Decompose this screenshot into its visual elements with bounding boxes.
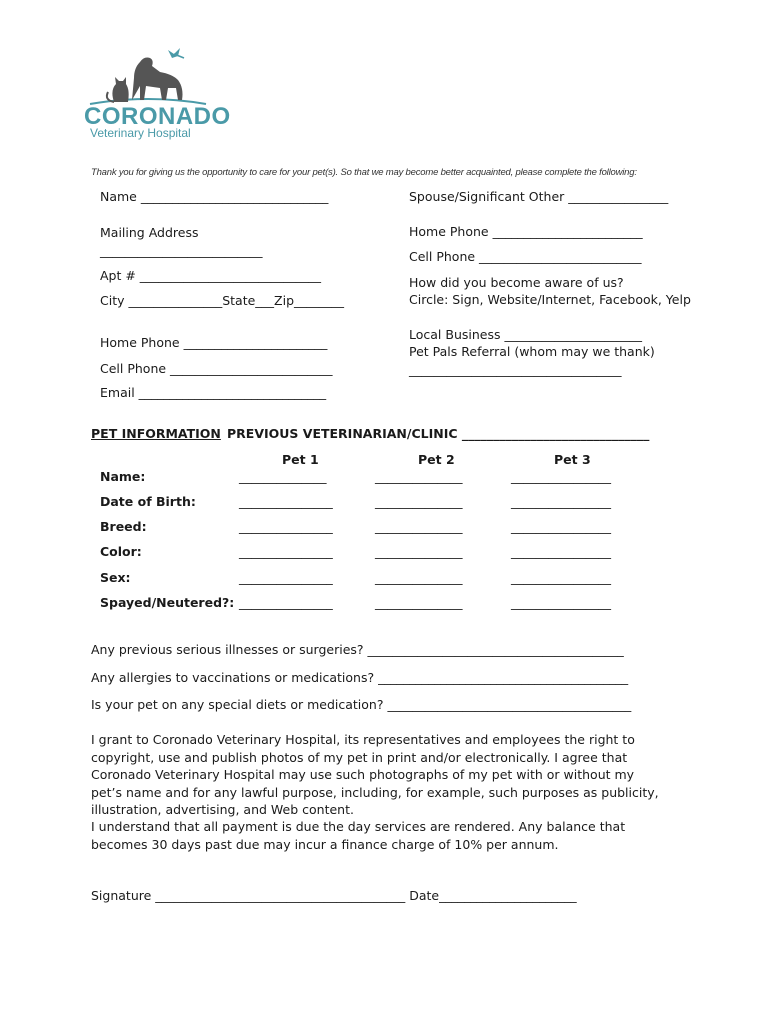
dog-cat-bird-logo-icon	[88, 44, 208, 106]
right-home-phone-field[interactable]: Home Phone ________________________	[409, 224, 643, 239]
logo-subtitle: Veterinary Hospital	[90, 126, 191, 140]
email-field[interactable]: Email ______________________________	[100, 385, 327, 400]
pet-2-header: Pet 2	[418, 452, 455, 467]
diet-question-field[interactable]: Is your pet on any special diets or medication? _______________________________________	[91, 697, 632, 712]
pet-3-sex-field[interactable]: ________________	[511, 570, 611, 585]
photo-consent-paragraph: I grant to Coronado Veterinary Hospital, its representatives and employees the right to copyright, use and publish photos of my pet in print and/or electronically. I agree that Coronado Veterinary Hospital may use such photographs of my pet with or without my pet’s name and for any lawful purpose, including, for example, such purposes as publicity, illustration, advertising, and Web content.	[91, 732, 659, 817]
mailing-address-label: Mailing Address	[100, 225, 199, 240]
pet-2-breed-field[interactable]: ______________	[375, 519, 463, 534]
aware-question: How did you become aware of us?	[409, 275, 624, 290]
cell-phone-field[interactable]: Cell Phone __________________________	[100, 361, 333, 376]
logo-name: CORONADO	[84, 103, 231, 130]
mailing-address-field[interactable]: __________________________	[100, 243, 263, 258]
pet-3-spayed-field[interactable]: ________________	[511, 595, 611, 610]
previous-vet-field[interactable]: PREVIOUS VETERINARIAN/CLINIC ______________________________	[227, 426, 650, 441]
pet-2-color-field[interactable]: ______________	[375, 544, 463, 559]
pet-1-color-field[interactable]: _______________	[239, 544, 333, 559]
right-cell-phone-field[interactable]: Cell Phone __________________________	[409, 249, 642, 264]
pet-row-label: Color:	[100, 544, 142, 559]
pet-2-sex-field[interactable]: ______________	[375, 570, 463, 585]
allergies-question-field[interactable]: Any allergies to vaccinations or medications? ________________________________________	[91, 670, 629, 685]
apt-field[interactable]: Apt # _____________________________	[100, 268, 322, 283]
pet-row-label: Sex:	[100, 570, 131, 585]
payment-terms-paragraph: I understand that all payment is due the day services are rendered. Any balance that becomes 30 days past due may incur a finance charge of 10% per annum.	[91, 819, 626, 852]
home-phone-field[interactable]: Home Phone _______________________	[100, 335, 328, 350]
pet-row-label: Breed:	[100, 519, 147, 534]
pet-3-name-field[interactable]: ________________	[511, 469, 611, 484]
pet-pals-label: Pet Pals Referral (whom may we thank)	[409, 344, 655, 359]
referral-source-options[interactable]: Circle: Sign, Website/Internet, Facebook, Yelp	[409, 292, 691, 307]
city-state-zip-field[interactable]: City _______________State___Zip________	[100, 293, 345, 308]
pet-3-dob-field[interactable]: ________________	[511, 494, 611, 509]
pet-3-breed-field[interactable]: ________________	[511, 519, 611, 534]
pet-2-dob-field[interactable]: ______________	[375, 494, 463, 509]
pet-1-sex-field[interactable]: _______________	[239, 570, 333, 585]
pet-row-label: Date of Birth:	[100, 494, 196, 509]
pet-1-spayed-field[interactable]: _______________	[239, 595, 333, 610]
intro-text: Thank you for giving us the opportunity to care for your pet(s). So that we may become better acquainted, please complete the following:	[91, 167, 637, 178]
pet-3-header: Pet 3	[554, 452, 591, 467]
local-business-field[interactable]: Local Business ______________________	[409, 327, 642, 342]
pet-1-dob-field[interactable]: _______________	[239, 494, 333, 509]
pet-pals-field[interactable]: __________________________________	[409, 362, 622, 377]
pet-information-heading: PET INFORMATION	[91, 426, 221, 441]
pet-1-breed-field[interactable]: _______________	[239, 519, 333, 534]
pet-2-spayed-field[interactable]: ______________	[375, 595, 463, 610]
illnesses-question-field[interactable]: Any previous serious illnesses or surgeries? _________________________________________	[91, 642, 624, 657]
signature-date-field[interactable]: Signature ________________________________________ Date______________________	[91, 888, 577, 903]
owner-name-field[interactable]: Name ______________________________	[100, 189, 329, 204]
pet-1-header: Pet 1	[282, 452, 319, 467]
spouse-field[interactable]: Spouse/Significant Other ________________	[409, 189, 669, 204]
pet-row-label: Name:	[100, 469, 146, 484]
pet-1-name-field[interactable]: ______________	[239, 469, 327, 484]
pet-2-name-field[interactable]: ______________	[375, 469, 463, 484]
pet-3-color-field[interactable]: ________________	[511, 544, 611, 559]
pet-row-label: Spayed/Neutered?:	[100, 595, 235, 610]
